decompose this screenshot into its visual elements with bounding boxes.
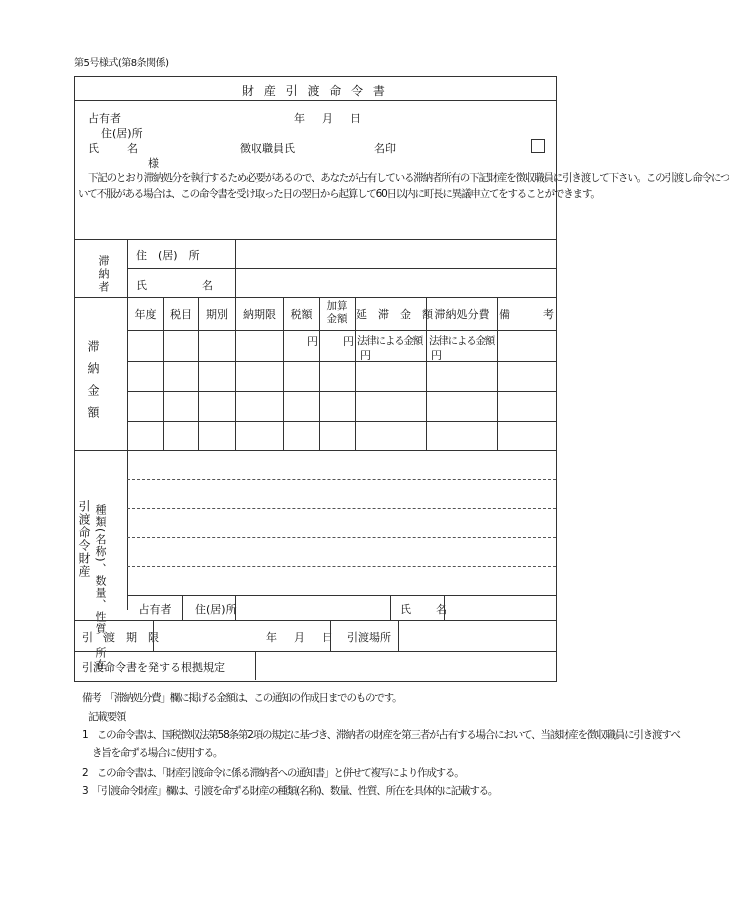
col-tax-item: 税目 [170,308,192,321]
delinquent-name-label: 氏 名 [136,279,213,292]
col-delay-charge: 延 滞 金 額 [356,308,433,321]
unit-yen-additional: 円 [343,335,354,348]
seal-label: 名印 [374,142,396,155]
col-tax-amount: 税額 [290,308,313,321]
note-item-1: 1 この命令書は、国税徴収法第58条第2項の規定に基づき、滞納者の財産を第三者が占有する場合において、当該財産を徴収職員に引き渡すべ [82,729,680,741]
form-frame [74,76,729,682]
delivery-period-label: 引 渡 期 限 [82,631,159,644]
notice-line-1: 下記のとおり滞納処分を執行するため必要があるので、あなたが占有している滞納者所有の下記財産を徴収職員に引き渡して下さい。この引渡し命令につ [88,172,729,184]
seal-box [531,139,545,153]
delinquent-address-label: 住 (居) 所 [136,249,200,262]
unit-yen-cost: 円 [431,349,442,362]
form-title: 財 産 引 渡 命 令 書 [242,84,388,98]
name-label: 氏 名 [88,142,140,155]
delivery-date: 年 月 日 [266,631,336,644]
amount-label: 滞納金額 [86,340,100,428]
unit-yen-delay: 円 [360,349,371,362]
property-sub-label: 種類(名称)、数量、性質、所在 [94,504,107,671]
law-note-cost: 法律による金額 [429,335,495,347]
col-remarks: 備 考 [499,308,554,321]
issue-date: 年 月 日 [294,112,364,125]
notice-line-2: いて不服がある場合は、この命令書を受け取った日の翌日から起算して60日以内に町長に異議申立てをすることができます。 [78,188,600,200]
note-item-2: 2 この命令書は、「財産引渡命令に係る滞納者への通知書」と併せて複写により作成する。 [82,767,464,779]
collection-officer-label: 徴収職員氏 [240,142,295,155]
property-label: 引渡命令財産 [77,500,91,578]
property-name-label: 氏 名 [400,603,448,616]
sama-label: 様 [148,157,159,170]
notes-heading: 記載要領 [88,711,126,723]
col-due-date: 納期限 [243,308,276,321]
note-item-3: 3 「引渡命令財産」欄は、引渡を命ずる財産の種類(名称)、数量、性質、所在を具体的に記載する。 [82,785,498,797]
col-period: 期別 [206,308,228,321]
col-year: 年度 [134,308,157,321]
form-number: 第5号様式(第8条関係) [74,58,169,69]
delinquent-label: 滞納者 [97,255,110,294]
col-disposal-cost: 滞納処分費 [434,308,490,321]
col-additional-tax: 加算金額 [326,300,348,325]
remark-note: 備考 「滞納処分費」欄に掲げる金額は、この通知の作成日までのものです。 [82,692,402,704]
note-item-1-cont: き旨を命ずる場合に使用する。 [92,747,223,759]
address-label: 住(居)所 [101,127,143,140]
property-address-label: 住(居)所 [195,603,237,616]
property-possessor-label: 占有者 [138,603,172,616]
basis-label: 引渡命令書を発する根拠規定 [82,661,225,674]
possessor-label: 占有者 [88,112,121,125]
delivery-place-label: 引渡場所 [347,631,391,644]
unit-yen-tax: 円 [307,335,318,348]
law-note-delay: 法律による金額 [357,335,423,347]
